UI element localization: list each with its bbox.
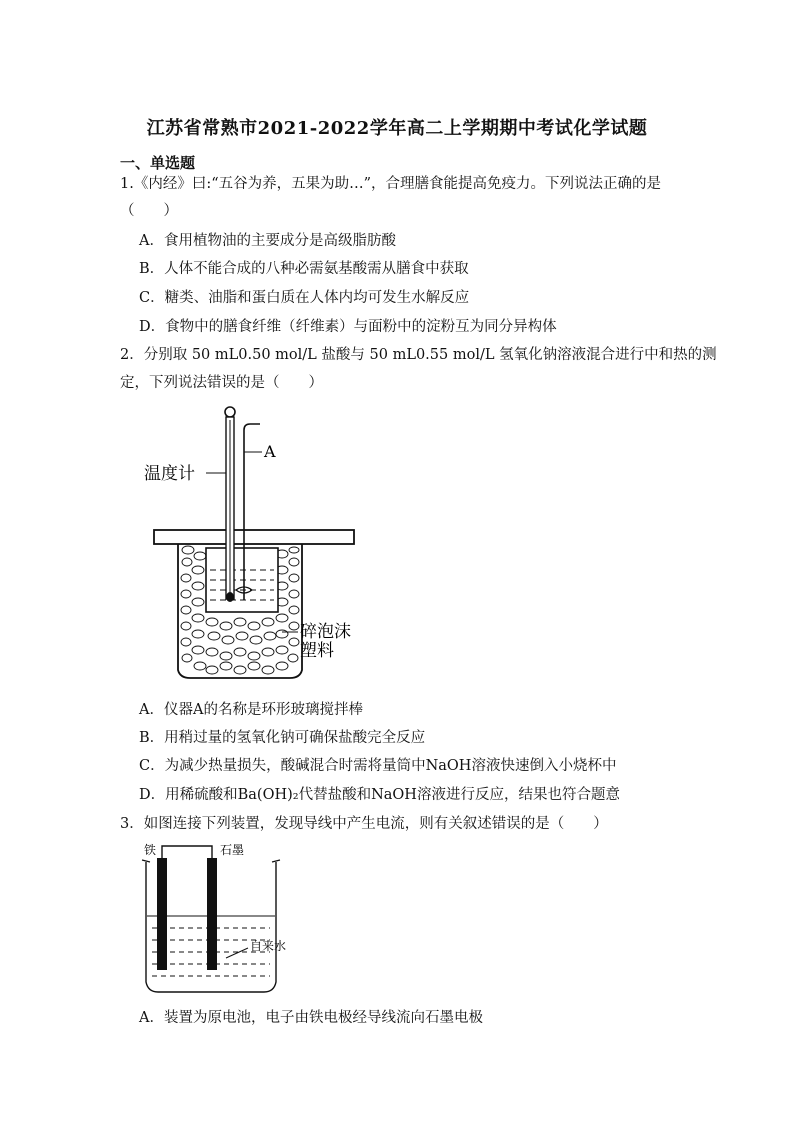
- q2-option-b: B．用稍过量的氢氧化钠可确保盐酸完全反应: [139, 730, 426, 746]
- wire: [162, 846, 212, 866]
- label-thermometer: 温度计: [144, 464, 195, 484]
- q2-option-d: D．用稀硫酸和Ba(OH)₂代替盐酸和NaOH溶液进行反应，结果也符合题意: [139, 787, 620, 803]
- calorimeter-figure: [140, 400, 380, 685]
- q3-stem: 3．如图连接下列装置，发现导线中产生电流，则有关叙述错误的是（ ）: [120, 816, 608, 832]
- iron-electrode: [157, 858, 167, 970]
- q1-option-a: A．食用植物油的主要成分是高级脂肪酸: [139, 233, 396, 249]
- label-a: A: [264, 442, 276, 461]
- label-iron: 铁: [144, 843, 157, 857]
- q3-option-a: A．装置为原电池，电子由铁电极经导线流向石墨电极: [139, 1010, 483, 1026]
- q1-stem-line1: 1.《内经》曰:“五谷为养，五果为助…”，合理膳食能提高免疫力。下列说法正确的是: [120, 176, 662, 192]
- graphite-electrode: [207, 858, 217, 970]
- q1-option-c: C．糖类、油脂和蛋白质在人体内均可发生水解反应: [139, 290, 470, 306]
- q2-option-a: A．仪器A的名称是环形玻璃搅拌棒: [139, 702, 363, 718]
- thermometer-bulb: [226, 592, 234, 602]
- label-foam-2: 塑料: [300, 641, 334, 661]
- label-graphite: 石墨: [220, 843, 245, 857]
- q2-option-c: C．为减少热量损失，酸碱混合时需将量筒中NaOH溶液快速倒入小烧杯中: [139, 758, 617, 774]
- section-heading: 一、单选题: [120, 154, 196, 172]
- q1-stem-line2: （ ）: [120, 203, 178, 219]
- q2-stem-line2: 定，下列说法错误的是（ ）: [120, 375, 323, 391]
- cell-figure: [140, 840, 310, 1000]
- q1-option-b: B．人体不能合成的八种必需氨基酸需从膳食中获取: [139, 261, 469, 277]
- lid: [154, 530, 354, 544]
- q2-stem-line1: 2．分别取 50 mL0.50 mol/L 盐酸与 50 mL0.55 mol/L 氢氧化钠溶液混合进行中和热的测: [120, 347, 717, 363]
- q1-option-d: D．食物中的膳食纤维（纤维素）与面粉中的淀粉互为同分异构体: [139, 319, 557, 335]
- label-water: 自来水: [250, 939, 287, 953]
- label-foam-1: 碎泡沫: [300, 622, 351, 642]
- thermometer-top: [225, 407, 235, 417]
- page-title: 江苏省常熟市2021-2022学年高二上学期期中考试化学试题: [146, 118, 648, 139]
